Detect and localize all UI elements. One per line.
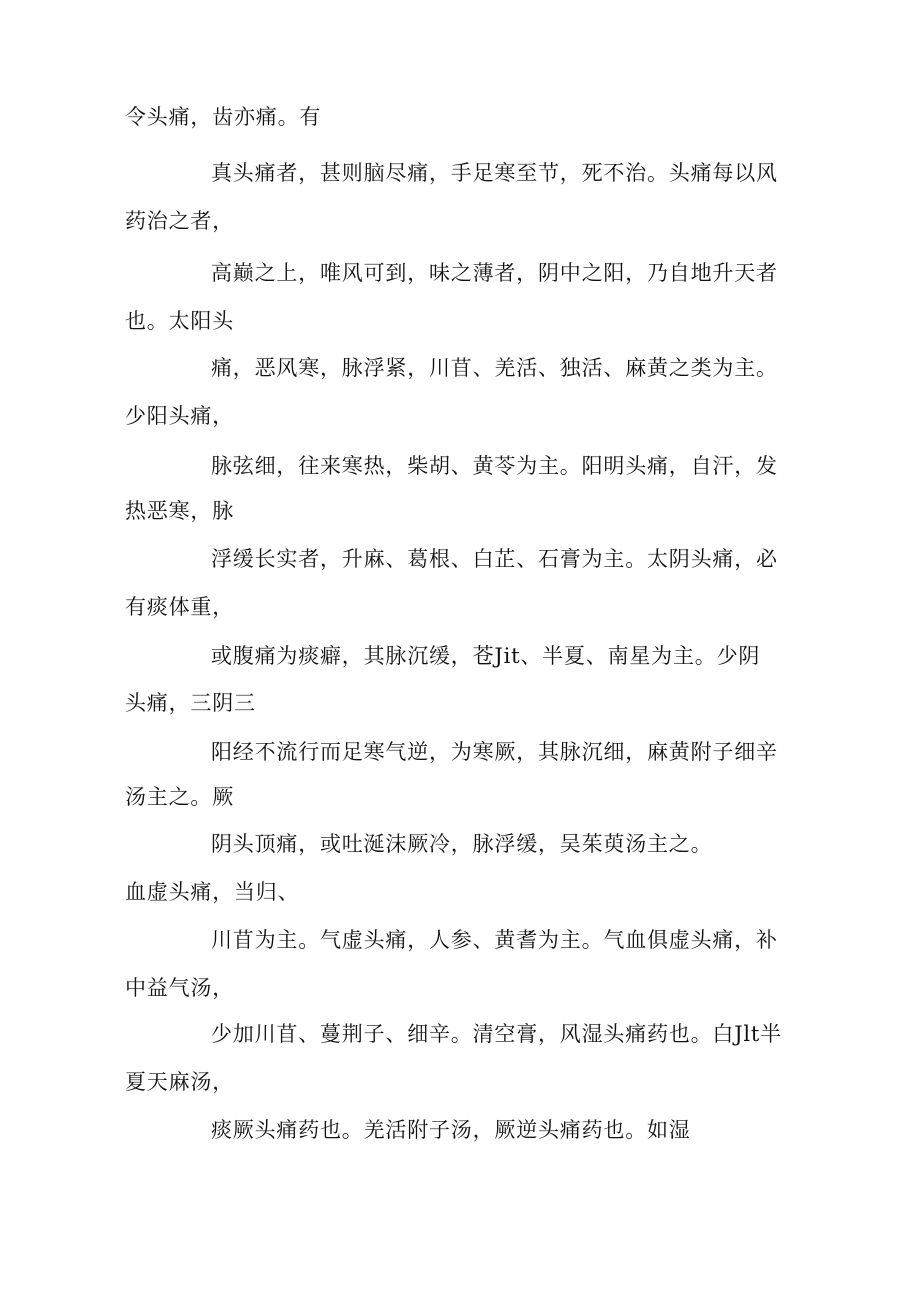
text-line: 川苜为主。气虚头痛，人参、黄耆为主。气血俱虚头痛，补 xyxy=(211,928,778,952)
text-line: 令头痛，齿亦痛。有 xyxy=(125,105,322,129)
text-line: 浮缓长实者，升麻、葛根、白芷、石膏为主。太阴头痛，必 xyxy=(211,547,778,571)
text-line: 或腹痛为痰癖，其脉沉缓，苍Jit、半夏、南星为主。少阴 xyxy=(211,644,761,668)
text-line: 真头痛者，甚则脑尽痛，手足寒至节，死不治。头痛每以风 xyxy=(211,161,778,185)
text-line: 脉弦细，往来寒热，柴胡、黄苓为主。阳明头痛，自汗，发 xyxy=(211,454,778,478)
text-line: 汤主之。厥 xyxy=(125,785,234,809)
text-line: 头痛，三阴三 xyxy=(125,691,256,715)
text-line: 少加川苜、蔓荆子、细辛。清空膏，风湿头痛药也。白Jlt半 xyxy=(211,1022,782,1046)
text-line: 有痰体重， xyxy=(125,595,234,619)
text-line: 高巅之上，唯风可到，味之薄者，阴中之阳，乃自地升天者 xyxy=(211,261,778,285)
text-line: 阳经不流行而足寒气逆，为寒厥，其脉沉细，麻黄附子细辛 xyxy=(211,740,778,764)
text-line: 夏天麻汤， xyxy=(125,1070,234,1094)
text-line: 血虚头痛，当归、 xyxy=(125,880,300,904)
text-line: 痰厥头痛药也。羌活附子汤，厥逆头痛药也。如湿 xyxy=(211,1118,691,1142)
text-line: 阴头顶痛，或吐涎沫厥冷，脉浮缓，吴茱萸汤主之。 xyxy=(211,832,713,856)
text-line: 中益气汤， xyxy=(125,976,234,1000)
text-line: 热恶寒，脉 xyxy=(125,499,234,523)
text-line: 痛，恶风寒，脉浮紧，川苜、羌活、独活、麻黄之类为主。 xyxy=(211,356,778,380)
text-line: 少阳头痛， xyxy=(125,404,234,428)
text-line: 药治之者， xyxy=(125,209,234,233)
text-line: 也。太阳头 xyxy=(125,309,234,333)
